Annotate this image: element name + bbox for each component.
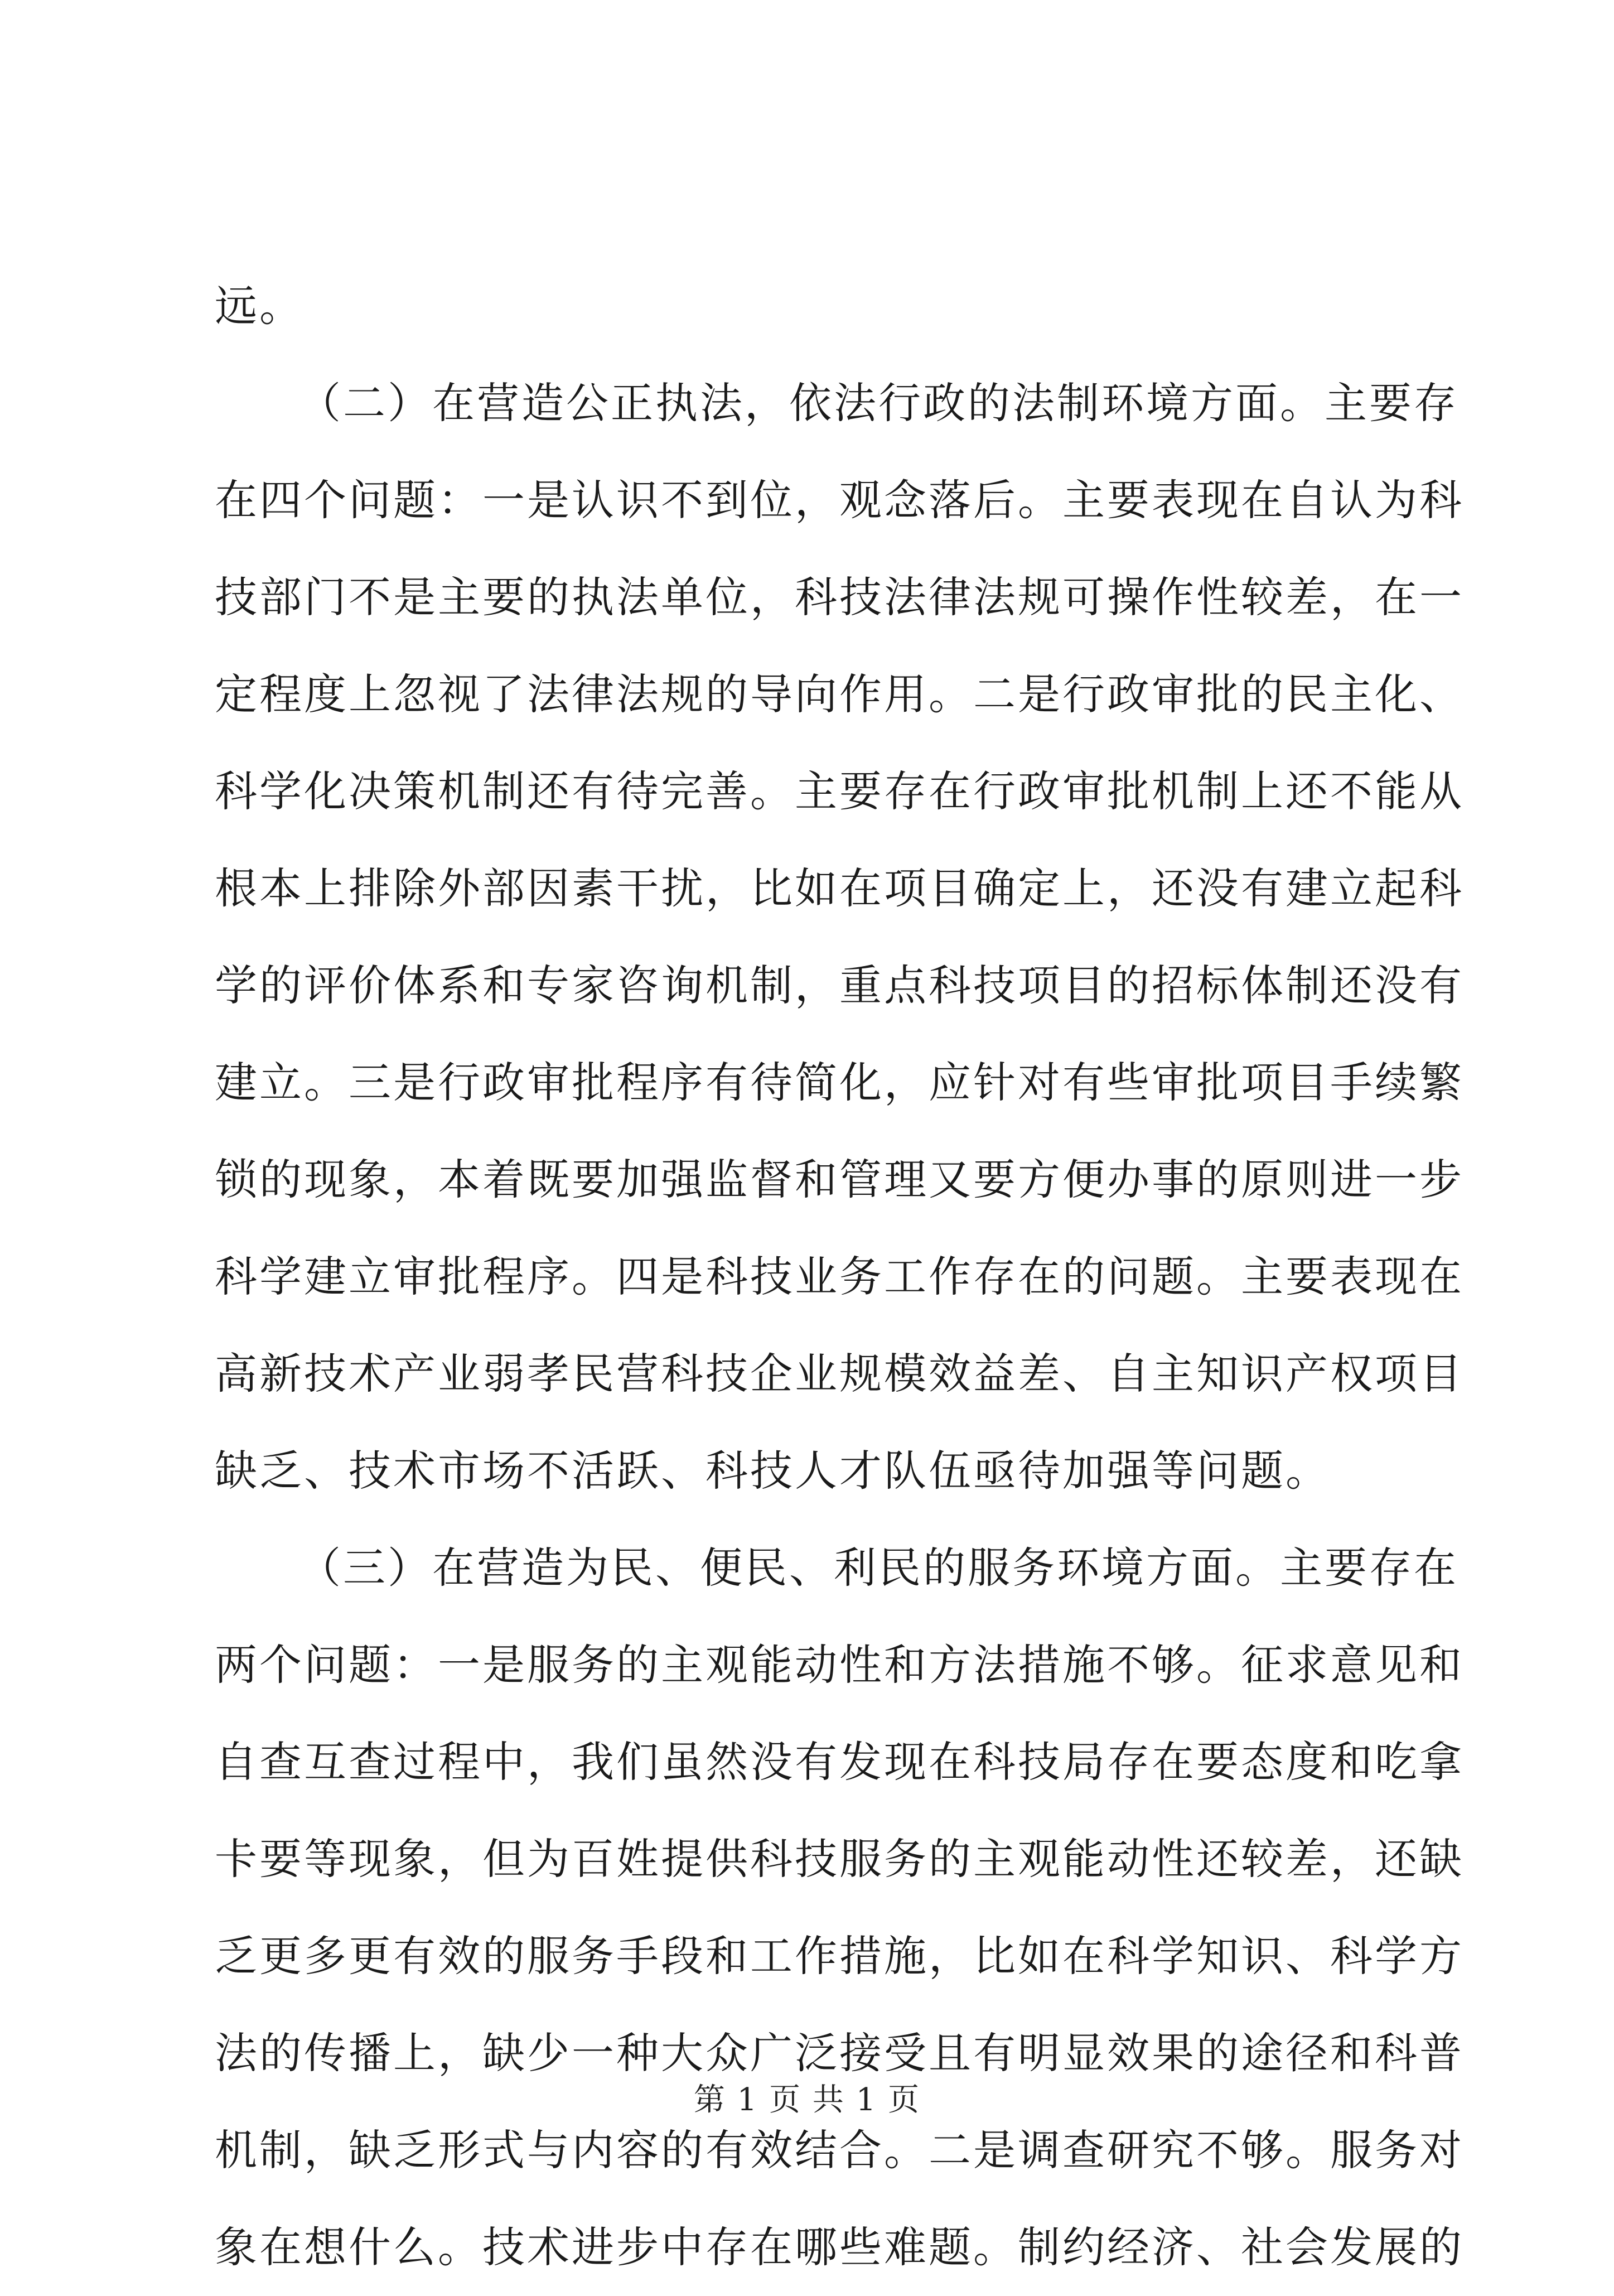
paragraph-line: 科学建立审批程序。四是科技业务工作存在的问题。主要表现在 [215,1252,1464,1301]
paragraph-line: 建立。三是行政审批程序有待简化，应针对有些审批项目手续繁 [215,1058,1464,1107]
paragraph-line: 机制，缺乏形式与内容的有效结合。二是调查研究不够。服务对 [215,2125,1464,2175]
paragraph-line: （三）在营造为民、便民、利民的服务环境方面。主要存在 [298,1543,1458,1593]
paragraph-line: 科学化决策机制还有待完善。主要存在行政审批机制上还不能从 [215,766,1464,816]
page-number-label: 第 1 页 共 1 页 [693,2082,921,2118]
paragraph-line: （二）在营造公正执法，依法行政的法制环境方面。主要存 [298,378,1458,428]
paragraph-line: 缺乏、技术市场不活跃、科技人才队伍亟待加强等问题。 [215,1446,1330,1496]
paragraph-line: 高新技术产业弱孝民营科技企业规模效益差、自主知识产权项目 [215,1349,1464,1398]
body-text [215,258,1464,2296]
paragraph-line: 卡要等现象，但为百姓提供科技服务的主观能动性还较差，还缺 [215,1834,1464,1884]
paragraph-line: 技部门不是主要的执法单位，科技法律法规可操作性较差，在一 [215,572,1464,622]
paragraph-line: 远。 [215,281,304,331]
paragraph-line: 学的评价体系和专家咨询机制，重点科技项目的招标体制还没有 [215,961,1464,1010]
paragraph-line: 象在想什么。技术进步中存在哪些难题。制约经济、社会发展的 [215,2222,1464,2272]
paragraph-line: 定程度上忽视了法律法规的导向作用。二是行政审批的民主化、 [215,669,1464,719]
paragraph-line: 自查互查过程中，我们虽然没有发现在科技局存在要态度和吃拿 [215,1737,1464,1787]
page-footer [0,2078,1614,2123]
paragraph-line: 根本上排除外部因素干扰，比如在项目确定上，还没有建立起科 [215,864,1464,913]
paragraph-line: 锁的现象，本着既要加强监督和管理又要方便办事的原则进一步 [215,1155,1464,1204]
paragraph-line: 两个问题：一是服务的主观能动性和方法措施不够。征求意见和 [215,1640,1464,1690]
paragraph-line: 在四个问题：一是认识不到位，观念落后。主要表现在自认为科 [215,475,1464,525]
paragraph-line: 乏更多更有效的服务手段和工作措施，比如在科学知识、科学方 [215,1931,1464,1981]
paragraph-line: 法的传播上，缺少一种大众广泛接受且有明显效果的途径和科普 [215,2028,1464,2078]
